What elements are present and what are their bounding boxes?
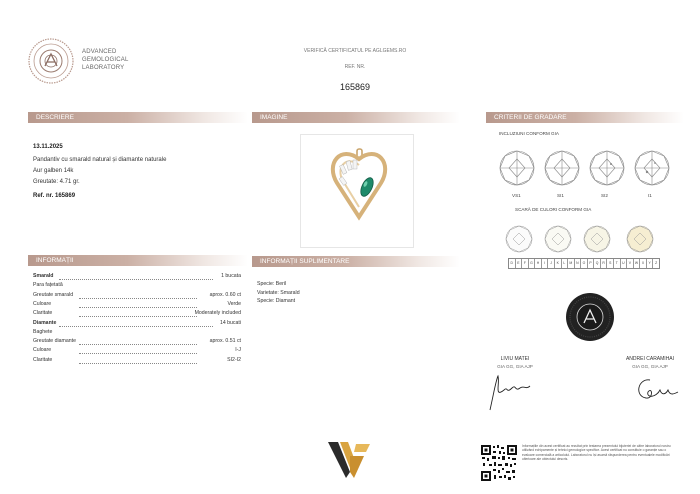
desc-line3: Greutate: 4.71 gr. — [33, 179, 80, 185]
leader-line — [79, 344, 197, 345]
info-label: Claritate — [33, 310, 53, 317]
desc-line1: Pandantiv cu smarald natural și diamante naturale — [33, 157, 167, 163]
clarity-label-si1: SI1 — [557, 193, 564, 198]
color-scale-cell: G — [529, 259, 536, 268]
color-scale-cell: Q — [594, 259, 601, 268]
leader-line — [79, 353, 197, 354]
leader-line — [79, 316, 197, 317]
info-label: Culoare — [33, 300, 52, 307]
leader-line — [79, 298, 197, 299]
color-scale-cell: O — [581, 259, 588, 268]
desc-line2: Aur galben 14k — [33, 168, 74, 174]
handwritten-signature-icon — [628, 372, 683, 408]
qr-code-icon — [480, 444, 518, 482]
color-scale-cell: N — [575, 259, 582, 268]
ref-number: 165869 — [339, 82, 371, 92]
section-band-imagine: IMAGINE — [252, 112, 460, 123]
inclusions-title: INCLUZIUNI CONFORM GIA — [499, 131, 559, 136]
color-scale-cell: P — [588, 259, 595, 268]
color-scale-cell: R — [601, 259, 608, 268]
leader-line — [59, 326, 213, 327]
info-row — [33, 301, 241, 310]
color-scale-cell: X — [640, 259, 647, 268]
color-scale-cell: D — [509, 259, 516, 268]
color-scale-bar — [508, 258, 660, 269]
section-band-criterii: CRITERII DE GRADARE — [486, 112, 684, 123]
lab-logo — [28, 38, 74, 84]
color-diamonds — [503, 224, 673, 256]
qr-code — [480, 444, 518, 482]
suplimentare-list — [257, 280, 300, 306]
color-scale-cell: Y — [647, 259, 654, 268]
signature-creds-2: GIA GG, GIA AJP — [632, 364, 668, 369]
clarity-label-si2: SI2 — [601, 193, 608, 198]
info-row — [33, 347, 241, 356]
signature-2 — [628, 372, 683, 408]
desc-date: 13.11.2025 — [33, 144, 63, 150]
info-label: Baghete — [33, 328, 53, 335]
color-scale-cell: Z — [655, 261, 658, 265]
desc-ref: Ref. nr. 165869 — [33, 193, 76, 199]
info-value: SI2-I2 — [227, 356, 241, 363]
info-value: aprox. 0.60 ct — [209, 291, 241, 298]
color-scale-cell: H — [535, 259, 542, 268]
info-row — [33, 357, 241, 366]
lab-seal-icon — [28, 38, 74, 84]
color-scale-cell: E — [516, 259, 523, 268]
info-row — [33, 292, 241, 301]
signature-name-2: ANDREI CARAMIHAI — [625, 356, 675, 362]
signature-name-1: LIVIU MATEI — [500, 356, 530, 362]
color-scale-title: SCARĂ DE CULORI CONFORM GIA — [515, 207, 592, 212]
leader-line — [79, 307, 197, 308]
leader-line — [79, 363, 197, 364]
color-scale-cell: J — [548, 259, 555, 268]
signature-1 — [482, 372, 542, 412]
info-label: Smarald — [33, 273, 54, 279]
info-row — [33, 338, 241, 347]
lab-name: ADVANCED GEMOLOGICAL LABORATORY — [82, 49, 129, 71]
supl-line: Specie: Diamant — [257, 298, 296, 304]
info-row — [33, 282, 241, 291]
brand-v-logo-icon — [326, 438, 372, 480]
info-row — [33, 329, 241, 338]
handwritten-signature-icon — [482, 372, 542, 412]
info-value: Verde — [227, 300, 241, 307]
info-label: Greutate smarald — [33, 291, 74, 298]
info-label: Para fațetată — [33, 282, 63, 289]
color-scale-cell: T — [614, 259, 621, 268]
signature-creds-1: GIA GG, GIA AJP — [497, 364, 533, 369]
leader-line — [59, 279, 213, 280]
supl-line: Varietate: Smarald — [257, 289, 300, 296]
ref-label: REF. NR. — [344, 64, 366, 70]
info-label: Claritate — [33, 356, 53, 363]
heart-pendant-icon — [301, 135, 413, 247]
info-row — [33, 273, 241, 282]
info-value: 1 bucata — [221, 273, 241, 279]
color-scale-cell: W — [634, 259, 641, 268]
section-band-informatii: INFORMAȚII — [28, 255, 248, 266]
section-band-descriere: DESCRIERE — [28, 112, 248, 123]
info-label: Diamante — [33, 319, 57, 326]
info-label: Culoare — [33, 347, 52, 354]
info-value: I-J — [235, 347, 241, 354]
color-scale-cell: S — [607, 259, 614, 268]
brand-logo — [326, 438, 372, 480]
color-scale-cell: I — [542, 259, 549, 268]
info-value: 14 bucati — [219, 319, 241, 326]
seal-icon — [565, 292, 615, 342]
info-row — [33, 320, 241, 329]
info-value: Moderately included — [194, 310, 241, 317]
color-scale-cell: K — [555, 259, 562, 268]
info-row — [33, 310, 241, 319]
info-value: aprox. 0.51 ct — [209, 338, 241, 345]
section-band-suplimentare: INFORMAȚII SUPLIMENTARE — [252, 256, 460, 267]
clarity-label-i1: I1 — [648, 193, 652, 198]
color-scale-cell: U — [621, 259, 628, 268]
info-label: Greutate diamante — [33, 338, 76, 345]
legal-text: Informațiile din acest certificat au rezultat prin testarea prezentului bijuteriei de către laboratorul nostru utilizând echipamente și tehnici gemologice specifice. Acest certificat nu constituie o garanție sau o evaluare comercială a articolului. Laboratorul nu își asumă răspunderea pentru eventualele modificări ulterioare ale obiectului descris. — [522, 444, 671, 462]
color-scale-cell: V — [627, 259, 634, 268]
supl-line: Specie: Beril — [257, 281, 287, 287]
clarity-label-vs1: VS1 — [512, 193, 521, 198]
color-grade-diamond-icons — [503, 224, 673, 256]
verify-text: VERIFICĂ CERTIFICATUL PE AGLGEMS.RO — [303, 48, 407, 54]
product-image-frame — [300, 134, 414, 248]
color-scale-cell: F — [522, 259, 529, 268]
color-scale-cell: M — [568, 259, 575, 268]
color-scale-cell: L — [562, 259, 569, 268]
black-seal — [565, 292, 615, 342]
